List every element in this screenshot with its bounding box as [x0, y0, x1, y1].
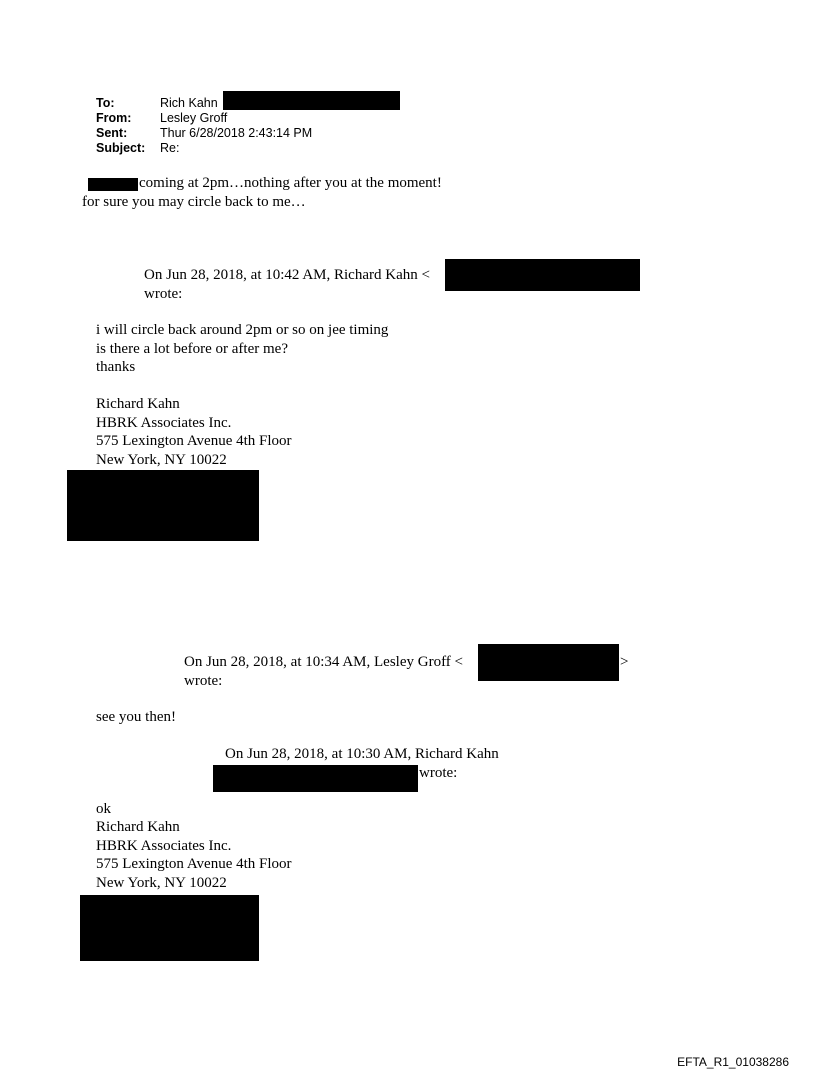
quote-header-line-1: On Jun 28, 2018, at 10:42 AM, Richard Kahn < — [144, 267, 430, 283]
message-line: i will circle back around 2pm or so on jee timing — [96, 322, 389, 338]
signature-name: Richard Kahn — [96, 819, 180, 835]
signature-company: HBRK Associates Inc. — [96, 837, 232, 854]
redaction-box — [80, 895, 259, 961]
from-value: Lesley Groff — [160, 111, 228, 125]
subject-label: Subject: — [96, 141, 146, 155]
document-id: EFTA_R1_01038286 — [677, 1055, 789, 1069]
signature-name: Richard Kahn — [96, 396, 180, 412]
quoted-message-1 — [96, 321, 388, 377]
signature-block — [96, 818, 292, 892]
sent-label: Sent: — [96, 126, 128, 140]
to-label: To: — [96, 96, 115, 110]
signature-city: New York, NY 10022 — [96, 874, 227, 891]
redaction-box — [88, 178, 138, 191]
redaction-box — [478, 644, 619, 681]
quote-header-line-1: On Jun 28, 2018, at 10:30 AM, Richard Kahn — [225, 746, 499, 762]
reply-line-2: for sure you may circle back to me… — [82, 194, 306, 210]
signature-address: 575 Lexington Avenue 4th Floor — [96, 433, 292, 449]
signature-block — [96, 395, 292, 469]
subject-value: Re: — [160, 141, 180, 155]
quote-header-line-2: wrote: — [184, 673, 223, 689]
quoted-message-2: see you then! — [96, 709, 176, 725]
redaction-box — [223, 91, 400, 110]
quoted-message-3: ok — [96, 801, 111, 817]
reply-line-1: coming at 2pm…nothing after you at the moment! — [139, 175, 442, 191]
from-label: From: — [96, 111, 132, 125]
signature-company: HBRK Associates Inc. — [96, 414, 232, 431]
redaction-box — [213, 765, 418, 792]
message-line: thanks — [96, 359, 136, 375]
quote-header-trail: > — [620, 654, 629, 670]
signature-city: New York, NY 10022 — [96, 451, 227, 468]
quote-header-line-2: wrote: — [419, 765, 458, 781]
redaction-box — [67, 470, 259, 541]
signature-address: 575 Lexington Avenue 4th Floor — [96, 856, 292, 872]
sent-value: Thur 6/28/2018 2:43:14 PM — [160, 126, 313, 140]
quote-header-line-1: On Jun 28, 2018, at 10:34 AM, Lesley Groff < — [184, 654, 463, 670]
to-value: Rich Kahn — [160, 96, 218, 110]
message-line: is there a lot before or after me? — [96, 340, 288, 357]
redaction-box — [445, 259, 640, 291]
quote-header-line-2: wrote: — [144, 286, 183, 302]
